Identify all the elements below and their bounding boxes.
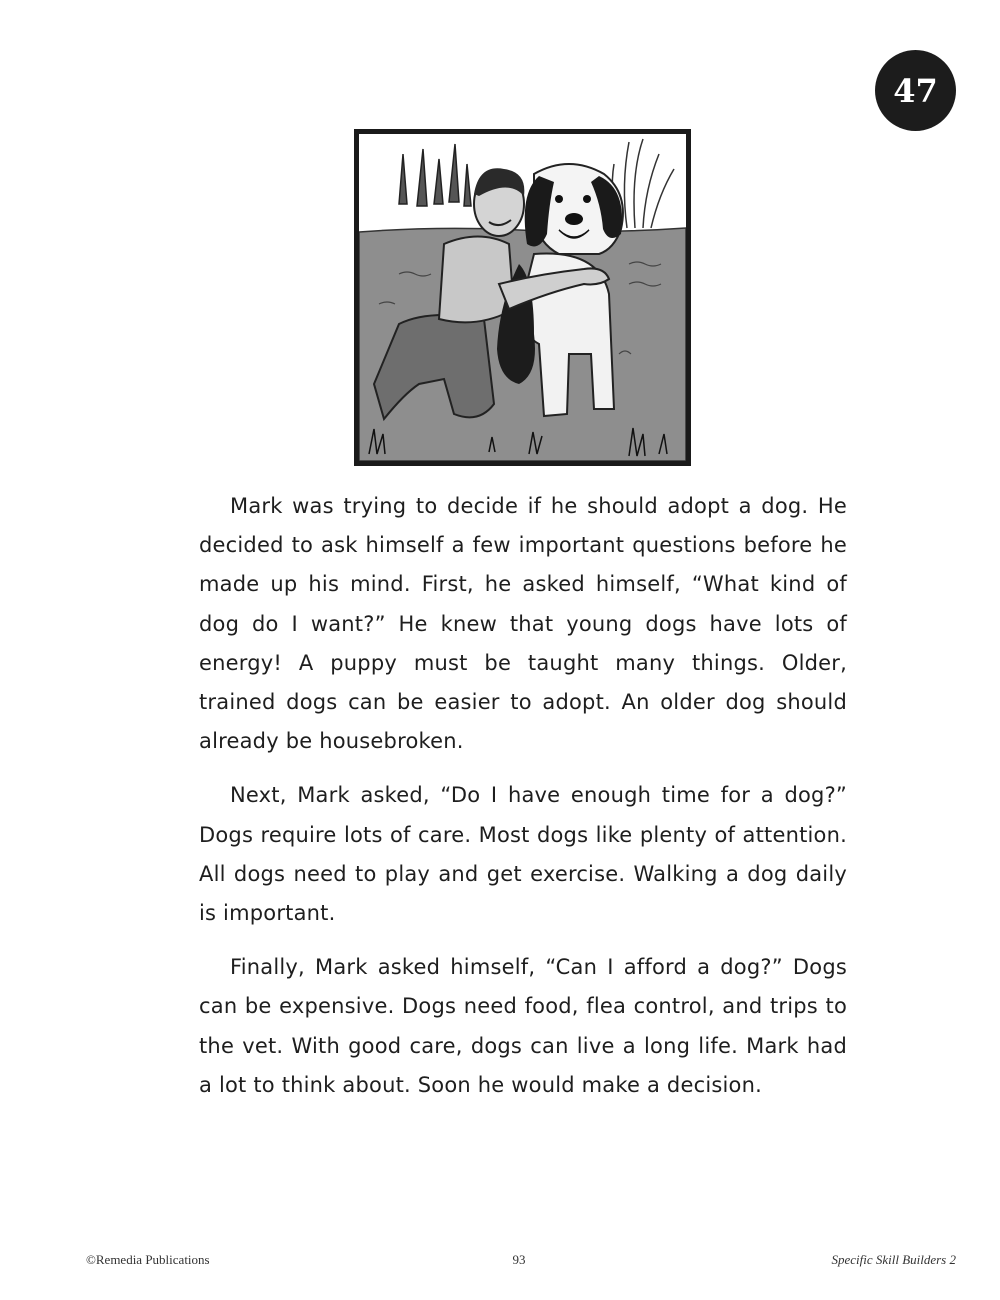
footer-copyright: ©Remedia Publications	[86, 1252, 210, 1267]
story-paragraph-1: Mark was trying to decide if he should adopt a dog. He decided to ask himself a few important questions before he made up his mind. First, he asked himself, “What kind of dog do I want?” He knew that young dogs have lots of energy! A puppy must be taught many things. Older, trained dogs can be easier to adopt. An older dog should already be housebroken.	[199, 494, 847, 754]
story-illustration	[354, 129, 691, 466]
story-text	[199, 487, 847, 1120]
footer-book-title: Specific Skill Builders 2	[831, 1252, 956, 1267]
page-badge-number: 47	[893, 71, 938, 110]
footer-page-number: 93	[512, 1252, 526, 1267]
boy-hugging-dog-icon	[359, 134, 686, 461]
page-number-badge	[875, 50, 956, 131]
story-paragraph-3: Finally, Mark asked himself, “Can I afford a dog?” Dogs can be expensive. Dogs need food, flea control, and trips to the vet. With good care, dogs can live a long life. Mark had a lot to think about. Soon he would make a decision.	[199, 955, 847, 1097]
story-paragraph-2: Next, Mark asked, “Do I have enough time for a dog?” Dogs require lots of care. Most dogs like plenty of attention. All dogs need to play and get exercise. Walking a dog daily is important.	[199, 783, 847, 926]
